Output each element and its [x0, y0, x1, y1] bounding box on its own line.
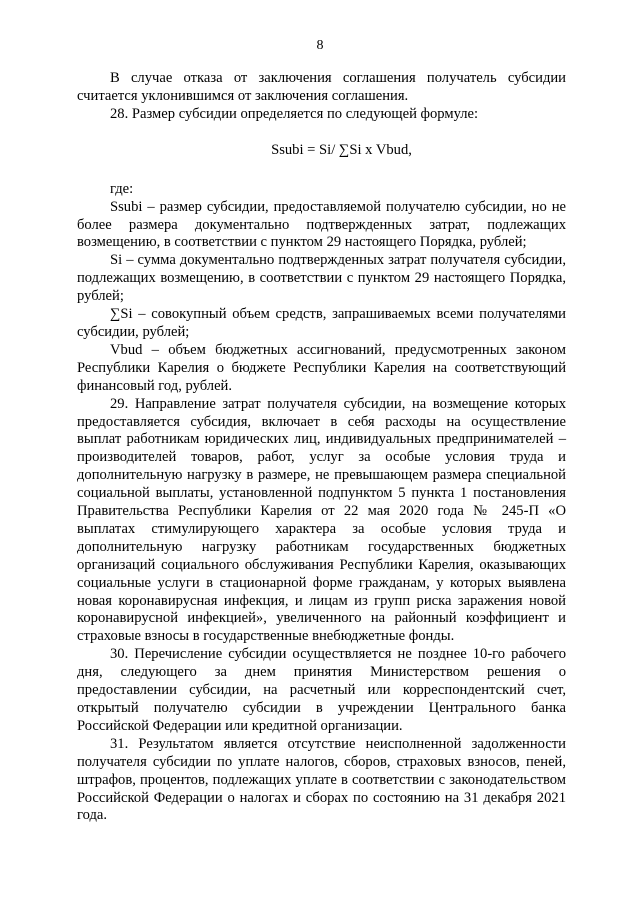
definition-si: Si – сумма документально подтвержденных затрат получателя субсидии, подлежащих возмещению, в соответствии с пунктом 29 настоящего Порядка, рублей;: [77, 252, 566, 305]
subsidy-formula: Ssubi = Si/ ∑Si x Vbud,: [271, 141, 412, 158]
definition-ssubi: Ssubi – размер субсидии, предоставляемой получателю субсидии, но не более размера документально подтвержденных затрат, подлежащих возмещению, в соответствии с пунктом 29 настоящего Порядка, рублей;: [77, 198, 566, 251]
paragraph-30: 30. Перечисление субсидии осуществляется не позднее 10-го рабочего дня, следующего за днем принятия Министерством решения о предоставлении субсидии, на расчетный или корреспондентский счет, открытый получателю субсидии в учреждении Центрального банка Российской Федерации или кредитной организации.: [77, 646, 566, 734]
paragraph-29: 29. Направление затрат получателя субсидии, на возмещение которых предоставляется субсидия, включает в себя расходы на осуществление выплат работникам юридических лиц, индивидуальных предпринимателей – производителей товаров, работ, услуг за особые условия труда и дополнительную нагрузку в размере, не превышающем размера специальной социальной выплаты, установленной подпунктом 5 пункта 1 постановления Правительства Республики Карелия от 22 мая 2020 года № 245-П «О выплатах стимулирующего характера за особые условия труда и дополнительную нагрузку работникам государственных бюджетных организаций социального обслуживания Республики Карелия, оказывающих социальные услуги в стационарной форме гражданам, у которых выявлена новая коронавирусная инфекция, и лицам из групп риска заражения новой коронавирусной инфекцией», увеличенного на районный коэффициент и страховые взносы в государственные внебюджетные фонды.: [77, 395, 566, 645]
document-body: [77, 70, 566, 825]
paragraph-refusal: В случае отказа от заключения соглашения получатель субсидии считается уклонившимся от заключения соглашения.: [77, 70, 566, 104]
paragraph-28-heading: 28. Размер субсидии определяется по следующей формуле:: [110, 105, 479, 122]
page-number: 8: [316, 38, 324, 53]
definition-sum-si: ∑Si – совокупный объем средств, запрашиваемых всеми получателями субсидии, рублей;: [77, 306, 566, 340]
definition-vbud: Vbud – объем бюджетных ассигнований, предусмотренных законом Республики Карелия о бюджете Республики Карелия на соответствующий финансовый год, рублей.: [77, 341, 566, 394]
paragraph-where: где:: [110, 180, 134, 197]
paragraph-31: 31. Результатом является отсутствие неисполненной задолженности получателя субсидии по уплате налогов, сборов, страховых взносов, пеней, штрафов, процентов, подлежащих уплате в соответствии с законодательством Российской Федерации о налогах и сборах по состоянию на 31 декабря 2021 года.: [77, 735, 566, 824]
